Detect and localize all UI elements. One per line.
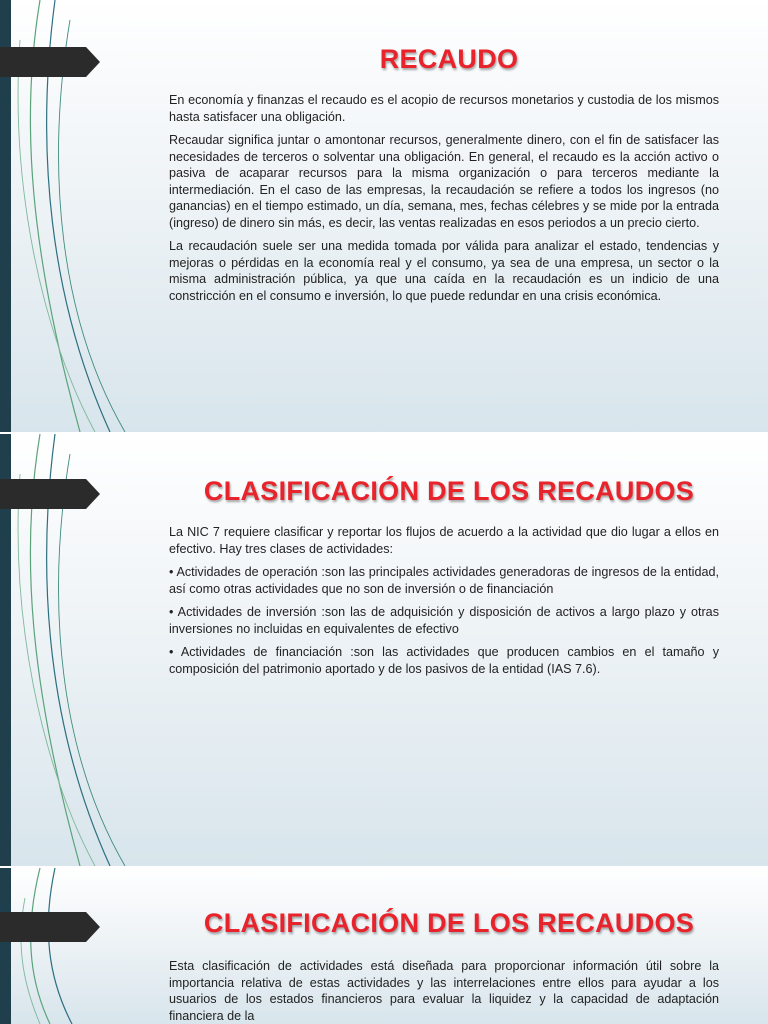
arrow-tab xyxy=(0,479,100,509)
slide-title: CLASIFICACIÓN DE LOS RECAUDOS xyxy=(203,476,695,506)
paragraph: La NIC 7 requiere clasificar y reportar los flujos de acuerdo a la actividad que dio lugar a ellos en efectivo. Hay tres clases de actividades: xyxy=(169,525,719,556)
arrow-tab xyxy=(0,912,100,942)
slide-body xyxy=(169,524,719,684)
slide-clasificacion-1 xyxy=(0,434,768,866)
list-item: • Actividades de financiación :son las actividades que producen cambios en el tamaño y composición del patrimonio aportado y de los pasivos de la entidad (IAS 7.6). xyxy=(169,645,719,676)
list-item: • Actividades de operación :son las principales actividades generadoras de ingresos de la entidad, así como otras actividades que no son de inversión o de financiación xyxy=(169,565,719,596)
slide-body xyxy=(169,958,719,1024)
slide-recaudo xyxy=(0,0,768,432)
slide-title: CLASIFICACIÓN DE LOS RECAUDOS xyxy=(203,908,695,938)
paragraph: Esta clasificación de actividades está diseñada para proporcionar información útil sobre la importancia relativa de estas actividades y las interrelaciones entre ellos para ayudar a los usuarios de los estados financieros para evaluar la liquidez y la capacidad de adaptación financiera de la xyxy=(169,959,719,1023)
paragraph: En economía y finanzas el recaudo es el acopio de recursos monetarios y custodia de los mismos hasta satisfacer una obligación. xyxy=(169,93,719,124)
paragraph: La recaudación suele ser una medida tomada por válida para analizar el estado, tendencias y mejoras o pérdidas en la economía real y el consumo, ya sea de una empresa, un sector o la misma administración pública, ya que una caída en la recaudación es un indicio de una constricción en el consumo e inversión, lo que puede redundar en una crisis económica. xyxy=(169,239,719,303)
slide-title: RECAUDO xyxy=(379,44,519,74)
slide-clasificacion-2 xyxy=(0,868,768,1024)
list-item: • Actividades de inversión :son las de adquisición y disposición de activos a largo plazo y otras inversiones no incluidas en equivalentes de efectivo xyxy=(169,605,719,636)
decorative-curves xyxy=(0,868,140,1024)
paragraph: Recaudar significa juntar o amontonar recursos, generalmente dinero, con el fin de satisfacer las necesidades de terceros o solventar una obligación. En general, el recaudo es la acción activo o pasiva de acaparar recursos para la misma organización o para terceros mediante la intermediación. En el caso de las empresas, la recaudación se refiere a todos los ingresos (no ganancias) en el tiempo estimado, un día, semana, mes, fechas célebres y se mide por la entrada (ingreso) de dinero sin más, es decir, las ventas realizadas en esos periodos a un precio cierto. xyxy=(169,133,719,230)
slide-body xyxy=(169,92,719,311)
arrow-tab xyxy=(0,47,100,77)
